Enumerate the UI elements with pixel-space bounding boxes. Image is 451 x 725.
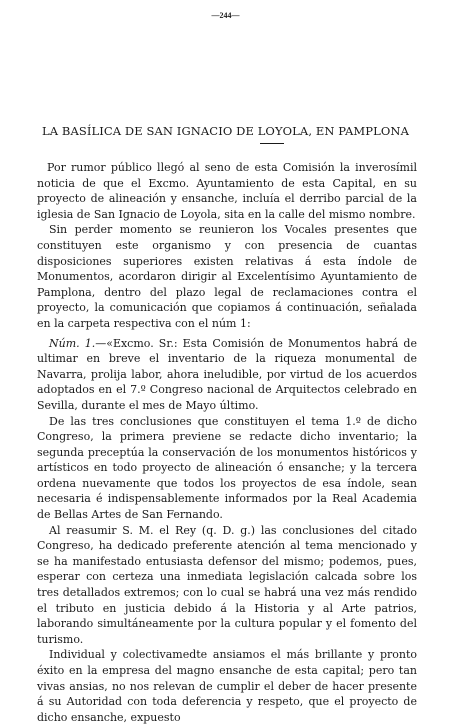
article-body [37,160,417,725]
quote-paragraph [37,336,417,414]
quote-paragraph: Al reasumir S. M. el Rey (q. D. g.) las conclusiones del citado Congreso, ha dedicado preferente atención al tema mencionado y se ha manifestado entusiasta defensor del mismo; podemos, pues, esperar con certeza una inmediata legislación calcada sobre los tres detallados extremos; con lo cual se habrá una vez más rendido el tributo en justicia debido á la Historia y al Arte patrios, laborando simultáneamente por la cultura popular y el fomento del turismo. [37,523,417,646]
paragraph: Sin perder momento se reunieron los Vocales presentes que constituyen este organismo y con presencia de cuantas disposiciones superiores existen relativas á esta índole de Monumentos, acordaron dirigir al Excelentísimo Ayuntamiento de Pamplona, dentro del plazo legal de reclamaciones contra el proyecto, la comunicación que copiamos á continuación, señalada en la carpeta respectiva con el núm 1: [37,223,417,330]
title-underline [260,143,284,144]
quote-paragraph: Individual y colectivamedte ansiamos el más brillante y pronto éxito en la empresa del magno ensanche de esta capital; pero tan vivas ansias, no nos relevan de cumplir el deber de hacer presente á su Autoridad con toda deferencia y respeto, que el proyecto de dicho ensanche, expuesto [37,648,417,724]
page-number: —244— [211,11,240,20]
quote-paragraph: De las tres conclusiones que constituyen el tema 1.º de dicho Congreso, la primera previene se redacte dicho inventario; la segunda preceptúa la conservación de los monumentos históricos y artísticos en todo proyecto de alineación ó ensanche; y la tercera ordena nuevamente que todos los proyectos de esa índole, sean necesaria é indispensablemente informados por la Real Academia de Bellas Artes de San Fernando. [37,414,417,522]
quote-text: «Excmo. Sr.: Esta Comisión de Monumentos habrá de ultimar en breve el inventario de la riqueza monumental de Navarra, prolija labor, ahora ineludible, por virtud de los acuerdos adoptados en el 7.º Congreso nacional de Arquitectos celebrado en Sevilla, durante el mes de Mayo último. [37,336,417,412]
paragraph: Por rumor público llegó al seno de esta Comisión la inverosímil noticia de que el Excmo. Ayuntamiento de esta Capital, en su proyecto de alineación y ensanche, incluía el derribo parcial de la iglesia de San Ignacio de Loyola, sita en la calle del mismo nombre. [37,161,417,221]
article-title: LA BASÍLICA DE SAN IGNACIO DE LOYOLA, EN PAMPLONA [42,124,409,138]
quote-label: Núm. 1.— [49,336,107,350]
